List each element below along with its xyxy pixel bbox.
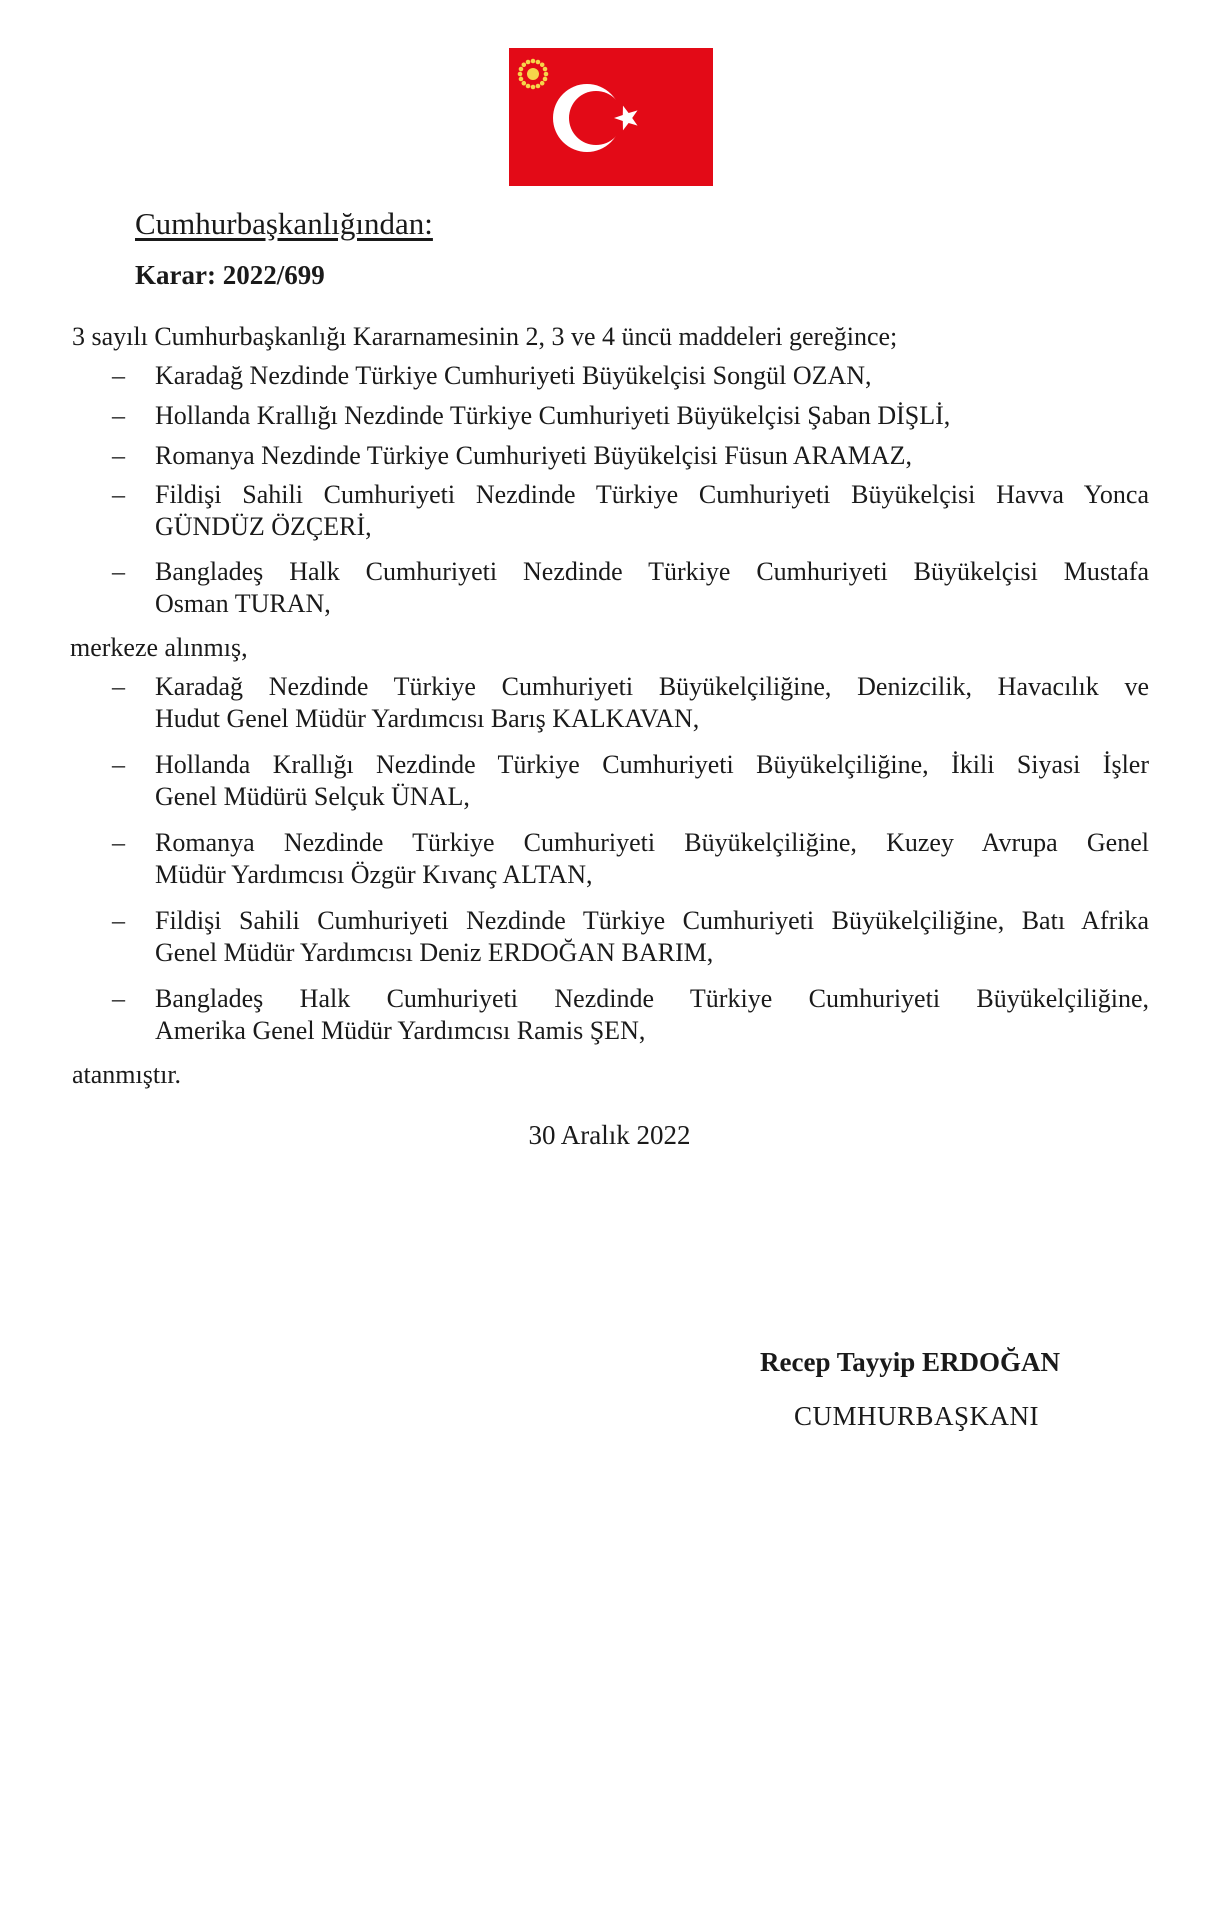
recalled-closing: merkeze alınmış, [70, 633, 248, 662]
list-dash: – [112, 984, 125, 1013]
list-dash: – [112, 441, 125, 470]
list-dash: – [112, 828, 125, 857]
sun-star [519, 77, 524, 82]
appointed-item-line: Amerika Genel Müdür Yardımcısı Ramis ŞEN, [155, 1016, 646, 1045]
issuer-heading: Cumhurbaşkanlığından: [135, 206, 433, 241]
sun-star [519, 67, 524, 72]
appointed-item-line: Genel Müdürü Selçuk ÜNAL, [155, 782, 470, 811]
recalled-item-line: Karadağ Nezdinde Türkiye Cumhuriyeti Büyükelçisi Songül OZAN, [155, 361, 872, 390]
sun-star [543, 77, 548, 82]
recalled-item [155, 360, 1149, 392]
appointed-item-line: Genel Müdür Yardımcısı Deniz ERDOĞAN BARIM, [155, 938, 714, 967]
recalled-item-line: Osman TURAN, [155, 589, 331, 618]
sun-star [536, 60, 541, 65]
sun-core [527, 68, 539, 80]
list-dash: – [112, 557, 125, 586]
sun-star [526, 60, 531, 65]
sun-star [544, 72, 549, 77]
sun-star [522, 81, 527, 86]
list-dash: – [112, 906, 125, 935]
recalled-item-line: Bangladeş Halk Cumhuriyeti Nezdinde Türkiye Cumhuriyeti Büyükelçisi Mustafa [155, 557, 1149, 586]
list-dash: – [112, 480, 125, 509]
recalled-item [155, 556, 1149, 620]
decision-date [0, 1120, 1223, 1151]
appointed-item-line: Bangladeş Halk Cumhuriyeti Nezdinde Türkiye Cumhuriyeti Büyükelçiliğine, [155, 984, 1149, 1013]
recalled-item-line: GÜNDÜZ ÖZÇERİ, [155, 512, 372, 541]
recalled-item [155, 400, 1149, 432]
list-dash: – [112, 672, 125, 701]
list-dash: – [112, 750, 125, 779]
list-dash: – [112, 401, 125, 430]
sun-star [536, 84, 541, 89]
recalled-item [155, 479, 1149, 543]
recalled-item [155, 440, 1149, 472]
sun-star [543, 67, 548, 72]
sun-star [531, 85, 536, 90]
recalled-item-line: Romanya Nezdinde Türkiye Cumhuriyeti Büyükelçisi Füsun ARAMAZ, [155, 441, 913, 470]
appointed-closing: atanmıştır. [72, 1060, 182, 1089]
appointed-item [155, 749, 1149, 813]
sun-star [526, 84, 531, 89]
appointed-item [155, 827, 1149, 891]
turkish-presidential-flag-icon [509, 48, 713, 186]
appointed-item-line: Karadağ Nezdinde Türkiye Cumhuriyeti Büyükelçiliğine, Denizcilik, Havacılık ve [155, 672, 1149, 701]
appointed-item [155, 983, 1149, 1047]
recalled-item-line: Hollanda Krallığı Nezdinde Türkiye Cumhuriyeti Büyükelçisi Şaban DİŞLİ, [155, 401, 951, 430]
intro-paragraph: 3 sayılı Cumhurbaşkanlığı Kararnamesinin 2, 3 ve 4 üncü maddeleri gereğince; [72, 322, 898, 351]
appointed-item-line: Hudut Genel Müdür Yardımcısı Barış KALKAVAN, [155, 704, 700, 733]
appointed-item-line: Hollanda Krallığı Nezdinde Türkiye Cumhuriyeti Büyükelçiliğine, İkili Siyasi İşler [155, 750, 1149, 779]
signatory-name: Recep Tayyip ERDOĞAN [760, 1347, 1061, 1377]
signatory-title: CUMHURBAŞKANI [794, 1401, 1040, 1431]
sun-star [518, 72, 523, 77]
sun-star [531, 59, 536, 64]
appointed-item-line: Müdür Yardımcısı Özgür Kıvanç ALTAN, [155, 860, 593, 889]
sun-star [540, 63, 545, 68]
sun-star [540, 81, 545, 86]
decision-date-text: 30 Aralık 2022 [528, 1120, 691, 1150]
appointed-item-line: Romanya Nezdinde Türkiye Cumhuriyeti Büyükelçiliğine, Kuzey Avrupa Genel [155, 828, 1149, 857]
recalled-item-line: Fildişi Sahili Cumhuriyeti Nezdinde Türkiye Cumhuriyeti Büyükelçisi Havva Yonca [155, 480, 1149, 509]
appointed-item-line: Fildişi Sahili Cumhuriyeti Nezdinde Türkiye Cumhuriyeti Büyükelçiliğine, Batı Afrika [155, 906, 1149, 935]
decision-number: Karar: 2022/699 [135, 260, 325, 290]
sun-star [522, 63, 527, 68]
list-dash: – [112, 361, 125, 390]
appointed-item [155, 671, 1149, 735]
presidential-sun-emblem [518, 59, 549, 90]
appointed-item [155, 905, 1149, 969]
